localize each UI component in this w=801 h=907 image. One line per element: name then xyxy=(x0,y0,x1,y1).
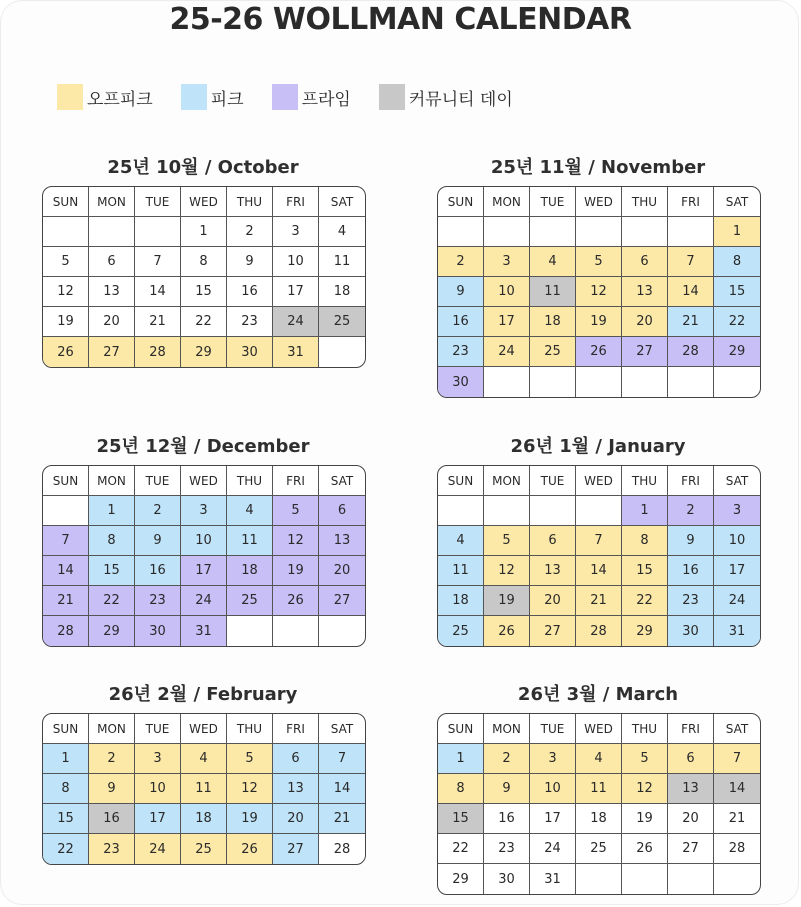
day-cell: 12 xyxy=(622,774,668,804)
day-cell: 25 xyxy=(438,616,484,646)
day-cell: 5 xyxy=(576,247,622,277)
day-cell: 4 xyxy=(530,247,576,277)
day-cell: 22 xyxy=(714,307,760,337)
day-cell: 18 xyxy=(181,804,227,834)
day-cell: 27 xyxy=(668,834,714,864)
legend-item-peak xyxy=(181,84,244,110)
day-cell: 4 xyxy=(438,526,484,556)
weekday-header: THU xyxy=(227,187,273,217)
month-title: 25년 12월 / December xyxy=(96,436,310,457)
weekday-header: WED xyxy=(181,714,227,744)
day-cell: 12 xyxy=(273,526,319,556)
day-cell: 29 xyxy=(89,616,135,646)
day-cell: 12 xyxy=(227,774,273,804)
day-cell: 24 xyxy=(273,307,319,337)
day-cell: 30 xyxy=(438,367,484,397)
day-cell: 15 xyxy=(438,804,484,834)
day-cell: 18 xyxy=(227,556,273,586)
day-cell: 16 xyxy=(89,804,135,834)
empty-day-cell xyxy=(622,864,668,894)
day-cell: 27 xyxy=(89,337,135,367)
page-title: 25-26 WOLLMAN CALENDAR xyxy=(169,2,632,37)
weekday-header: SUN xyxy=(43,714,89,744)
day-cell: 25 xyxy=(319,307,365,337)
day-cell: 8 xyxy=(714,247,760,277)
weekday-header: SUN xyxy=(438,187,484,217)
empty-day-cell xyxy=(43,217,89,247)
day-cell: 20 xyxy=(622,307,668,337)
month-title: 26년 3월 / March xyxy=(517,684,679,705)
empty-day-cell xyxy=(576,217,622,247)
day-cell: 17 xyxy=(530,804,576,834)
weekday-header: FRI xyxy=(668,466,714,496)
day-cell: 24 xyxy=(484,337,530,367)
day-cell: 31 xyxy=(530,864,576,894)
weekday-header: TUE xyxy=(135,714,181,744)
weekday-header: MON xyxy=(484,187,530,217)
empty-day-cell xyxy=(576,496,622,526)
weekday-header: FRI xyxy=(273,466,319,496)
day-cell: 23 xyxy=(668,586,714,616)
day-cell: 16 xyxy=(135,556,181,586)
weekday-header: WED xyxy=(576,714,622,744)
day-cell: 21 xyxy=(668,307,714,337)
day-cell: 1 xyxy=(181,217,227,247)
day-cell: 5 xyxy=(622,744,668,774)
day-cell: 23 xyxy=(227,307,273,337)
day-cell: 12 xyxy=(484,556,530,586)
day-cell: 15 xyxy=(89,556,135,586)
day-cell: 6 xyxy=(668,744,714,774)
weekday-header: SAT xyxy=(714,187,760,217)
legend-label: 오프피크 xyxy=(87,89,153,110)
day-cell: 17 xyxy=(181,556,227,586)
legend-label: 프라임 xyxy=(301,89,351,110)
day-cell: 24 xyxy=(135,834,181,864)
day-cell: 28 xyxy=(43,616,89,646)
day-cell: 27 xyxy=(273,834,319,864)
day-cell: 27 xyxy=(622,337,668,367)
weekday-header: WED xyxy=(181,466,227,496)
legend-swatch-community xyxy=(379,84,405,110)
day-cell: 19 xyxy=(484,586,530,616)
day-cell: 12 xyxy=(576,277,622,307)
day-cell: 20 xyxy=(273,804,319,834)
day-cell: 31 xyxy=(181,616,227,646)
day-cell: 8 xyxy=(89,526,135,556)
day-cell: 23 xyxy=(484,834,530,864)
day-cell: 2 xyxy=(135,496,181,526)
day-cell: 28 xyxy=(668,337,714,367)
day-cell: 3 xyxy=(181,496,227,526)
month-title: 26년 1월 / January xyxy=(510,436,686,457)
weekday-header: SAT xyxy=(319,187,365,217)
month-title: 26년 2월 / February xyxy=(108,684,298,705)
day-cell: 5 xyxy=(273,496,319,526)
day-cell: 17 xyxy=(273,277,319,307)
month-title: 25년 10월 / October xyxy=(107,157,299,178)
day-cell: 20 xyxy=(319,556,365,586)
empty-day-cell xyxy=(714,864,760,894)
day-cell: 18 xyxy=(438,586,484,616)
day-cell: 28 xyxy=(576,616,622,646)
weekday-header: TUE xyxy=(530,714,576,744)
day-cell: 13 xyxy=(89,277,135,307)
calendar-grid xyxy=(437,713,761,895)
day-cell: 7 xyxy=(576,526,622,556)
day-cell: 14 xyxy=(135,277,181,307)
weekday-header: WED xyxy=(181,187,227,217)
day-cell: 18 xyxy=(530,307,576,337)
weekday-header: SAT xyxy=(714,714,760,744)
day-cell: 14 xyxy=(319,774,365,804)
day-cell: 4 xyxy=(227,496,273,526)
weekday-header: MON xyxy=(89,187,135,217)
legend-item-prime xyxy=(272,84,351,110)
day-cell: 14 xyxy=(714,774,760,804)
day-cell: 26 xyxy=(622,834,668,864)
day-cell: 10 xyxy=(484,277,530,307)
day-cell: 18 xyxy=(319,277,365,307)
day-cell: 2 xyxy=(668,496,714,526)
day-cell: 27 xyxy=(530,616,576,646)
day-cell: 13 xyxy=(530,556,576,586)
day-cell: 11 xyxy=(227,526,273,556)
day-cell: 7 xyxy=(319,744,365,774)
day-cell: 23 xyxy=(438,337,484,367)
day-cell: 20 xyxy=(668,804,714,834)
day-cell: 3 xyxy=(135,744,181,774)
day-cell: 2 xyxy=(89,744,135,774)
day-cell: 6 xyxy=(89,247,135,277)
day-cell: 17 xyxy=(484,307,530,337)
day-cell: 29 xyxy=(438,864,484,894)
day-cell: 18 xyxy=(576,804,622,834)
weekday-header: TUE xyxy=(135,466,181,496)
weekday-header: TUE xyxy=(530,187,576,217)
day-cell: 19 xyxy=(43,307,89,337)
day-cell: 9 xyxy=(668,526,714,556)
day-cell: 4 xyxy=(319,217,365,247)
day-cell: 10 xyxy=(530,774,576,804)
weekday-header: TUE xyxy=(135,187,181,217)
weekday-header: FRI xyxy=(668,187,714,217)
weekday-header: FRI xyxy=(273,714,319,744)
day-cell: 11 xyxy=(319,247,365,277)
day-cell: 29 xyxy=(622,616,668,646)
day-cell: 15 xyxy=(622,556,668,586)
empty-day-cell xyxy=(273,616,319,646)
day-cell: 11 xyxy=(530,277,576,307)
day-cell: 4 xyxy=(576,744,622,774)
legend-swatch-peak xyxy=(181,84,207,110)
calendar-grid xyxy=(42,186,366,368)
legend-label: 피크 xyxy=(210,89,244,110)
weekday-header: THU xyxy=(227,466,273,496)
day-cell: 13 xyxy=(622,277,668,307)
weekday-header: MON xyxy=(484,714,530,744)
day-cell: 31 xyxy=(714,616,760,646)
legend-swatch-prime xyxy=(272,84,298,110)
day-cell: 25 xyxy=(227,586,273,616)
day-cell: 19 xyxy=(622,804,668,834)
day-cell: 6 xyxy=(530,526,576,556)
day-cell: 14 xyxy=(668,277,714,307)
day-cell: 16 xyxy=(227,277,273,307)
weekday-header: THU xyxy=(622,187,668,217)
day-cell: 20 xyxy=(530,586,576,616)
empty-day-cell xyxy=(438,496,484,526)
weekday-header: SAT xyxy=(319,714,365,744)
empty-day-cell xyxy=(319,616,365,646)
day-cell: 16 xyxy=(438,307,484,337)
day-cell: 1 xyxy=(89,496,135,526)
day-cell: 25 xyxy=(530,337,576,367)
empty-day-cell xyxy=(622,217,668,247)
day-cell: 10 xyxy=(135,774,181,804)
day-cell: 25 xyxy=(181,834,227,864)
day-cell: 9 xyxy=(484,774,530,804)
weekday-header: THU xyxy=(622,466,668,496)
day-cell: 21 xyxy=(576,586,622,616)
weekday-header: THU xyxy=(622,714,668,744)
calendar-grid xyxy=(42,465,366,647)
day-cell: 16 xyxy=(668,556,714,586)
day-cell: 22 xyxy=(438,834,484,864)
day-cell: 22 xyxy=(622,586,668,616)
legend-item-offpeak xyxy=(57,84,153,110)
day-cell: 2 xyxy=(484,744,530,774)
day-cell: 11 xyxy=(181,774,227,804)
day-cell: 21 xyxy=(43,586,89,616)
empty-day-cell xyxy=(438,217,484,247)
day-cell: 9 xyxy=(438,277,484,307)
empty-day-cell xyxy=(89,217,135,247)
empty-day-cell xyxy=(530,496,576,526)
day-cell: 19 xyxy=(227,804,273,834)
day-cell: 17 xyxy=(135,804,181,834)
day-cell: 24 xyxy=(181,586,227,616)
day-cell: 21 xyxy=(319,804,365,834)
day-cell: 25 xyxy=(576,834,622,864)
empty-day-cell xyxy=(622,367,668,397)
day-cell: 9 xyxy=(135,526,181,556)
day-cell: 17 xyxy=(714,556,760,586)
day-cell: 5 xyxy=(43,247,89,277)
calendar-grid xyxy=(42,713,366,865)
empty-day-cell xyxy=(227,616,273,646)
day-cell: 22 xyxy=(43,834,89,864)
day-cell: 20 xyxy=(89,307,135,337)
day-cell: 5 xyxy=(227,744,273,774)
weekday-header: MON xyxy=(484,466,530,496)
day-cell: 10 xyxy=(181,526,227,556)
day-cell: 22 xyxy=(181,307,227,337)
day-cell: 26 xyxy=(576,337,622,367)
day-cell: 13 xyxy=(668,774,714,804)
day-cell: 3 xyxy=(484,247,530,277)
weekday-header: MON xyxy=(89,714,135,744)
weekday-header: WED xyxy=(576,187,622,217)
day-cell: 26 xyxy=(43,337,89,367)
day-cell: 7 xyxy=(135,247,181,277)
day-cell: 7 xyxy=(714,744,760,774)
day-cell: 19 xyxy=(273,556,319,586)
day-cell: 15 xyxy=(43,804,89,834)
empty-day-cell xyxy=(484,217,530,247)
weekday-header: FRI xyxy=(668,714,714,744)
empty-day-cell xyxy=(135,217,181,247)
empty-day-cell xyxy=(319,337,365,367)
day-cell: 5 xyxy=(484,526,530,556)
empty-day-cell xyxy=(576,864,622,894)
day-cell: 9 xyxy=(227,247,273,277)
calendar-grid xyxy=(437,465,761,647)
empty-day-cell xyxy=(576,367,622,397)
calendar-grid xyxy=(437,186,761,398)
weekday-header: SAT xyxy=(714,466,760,496)
empty-day-cell xyxy=(484,367,530,397)
empty-day-cell xyxy=(668,217,714,247)
day-cell: 1 xyxy=(438,744,484,774)
day-cell: 26 xyxy=(484,616,530,646)
day-cell: 1 xyxy=(43,744,89,774)
weekday-header: SUN xyxy=(43,466,89,496)
day-cell: 15 xyxy=(714,277,760,307)
day-cell: 28 xyxy=(714,834,760,864)
day-cell: 29 xyxy=(714,337,760,367)
weekday-header: SUN xyxy=(438,466,484,496)
weekday-header: MON xyxy=(89,466,135,496)
day-cell: 30 xyxy=(227,337,273,367)
day-cell: 2 xyxy=(227,217,273,247)
empty-day-cell xyxy=(668,367,714,397)
day-cell: 10 xyxy=(273,247,319,277)
day-cell: 11 xyxy=(438,556,484,586)
day-cell: 21 xyxy=(714,804,760,834)
day-cell: 26 xyxy=(273,586,319,616)
day-cell: 14 xyxy=(576,556,622,586)
day-cell: 8 xyxy=(622,526,668,556)
day-cell: 16 xyxy=(484,804,530,834)
empty-day-cell xyxy=(484,496,530,526)
day-cell: 30 xyxy=(484,864,530,894)
day-cell: 31 xyxy=(273,337,319,367)
weekday-header: SUN xyxy=(43,187,89,217)
day-cell: 3 xyxy=(273,217,319,247)
day-cell: 7 xyxy=(668,247,714,277)
day-cell: 24 xyxy=(530,834,576,864)
empty-day-cell xyxy=(43,496,89,526)
day-cell: 28 xyxy=(333,841,351,857)
day-cell: 6 xyxy=(622,247,668,277)
day-cell: 30 xyxy=(668,616,714,646)
day-cell: 24 xyxy=(714,586,760,616)
day-cell: 11 xyxy=(576,774,622,804)
weekday-header: FRI xyxy=(273,187,319,217)
month-title: 25년 11월 / November xyxy=(490,157,706,178)
weekday-header: SUN xyxy=(438,714,484,744)
legend-item-community xyxy=(379,84,513,110)
day-cell: 28 xyxy=(135,337,181,367)
day-cell: 8 xyxy=(438,774,484,804)
day-cell: 15 xyxy=(181,277,227,307)
weekday-header: SAT xyxy=(319,466,365,496)
weekday-header: TUE xyxy=(530,466,576,496)
day-cell: 23 xyxy=(89,834,135,864)
day-cell: 4 xyxy=(181,744,227,774)
empty-day-cell xyxy=(668,864,714,894)
day-cell: 23 xyxy=(135,586,181,616)
day-cell: 6 xyxy=(273,744,319,774)
weekday-header: THU xyxy=(227,714,273,744)
day-cell: 19 xyxy=(576,307,622,337)
empty-day-cell xyxy=(714,367,760,397)
day-cell: 3 xyxy=(530,744,576,774)
day-cell: 27 xyxy=(319,586,365,616)
empty-day-cell xyxy=(530,367,576,397)
day-cell: 26 xyxy=(227,834,273,864)
day-cell: 13 xyxy=(319,526,365,556)
day-cell: 6 xyxy=(319,496,365,526)
empty-day-cell xyxy=(530,217,576,247)
legend-label: 커뮤니티 데이 xyxy=(408,89,513,110)
day-cell: 21 xyxy=(135,307,181,337)
day-cell: 1 xyxy=(622,496,668,526)
day-cell: 7 xyxy=(43,526,89,556)
weekday-header: WED xyxy=(576,466,622,496)
day-cell: 13 xyxy=(273,774,319,804)
day-cell: 8 xyxy=(181,247,227,277)
day-cell: 14 xyxy=(43,556,89,586)
day-cell: 12 xyxy=(43,277,89,307)
day-cell: 9 xyxy=(89,774,135,804)
day-cell: 1 xyxy=(714,217,760,247)
day-cell: 30 xyxy=(135,616,181,646)
day-cell: 8 xyxy=(43,774,89,804)
day-cell: 22 xyxy=(89,586,135,616)
legend xyxy=(57,84,541,110)
day-cell: 10 xyxy=(714,526,760,556)
legend-swatch-offpeak xyxy=(57,84,83,110)
day-cell: 29 xyxy=(181,337,227,367)
day-cell: 2 xyxy=(438,247,484,277)
day-cell: 3 xyxy=(714,496,760,526)
